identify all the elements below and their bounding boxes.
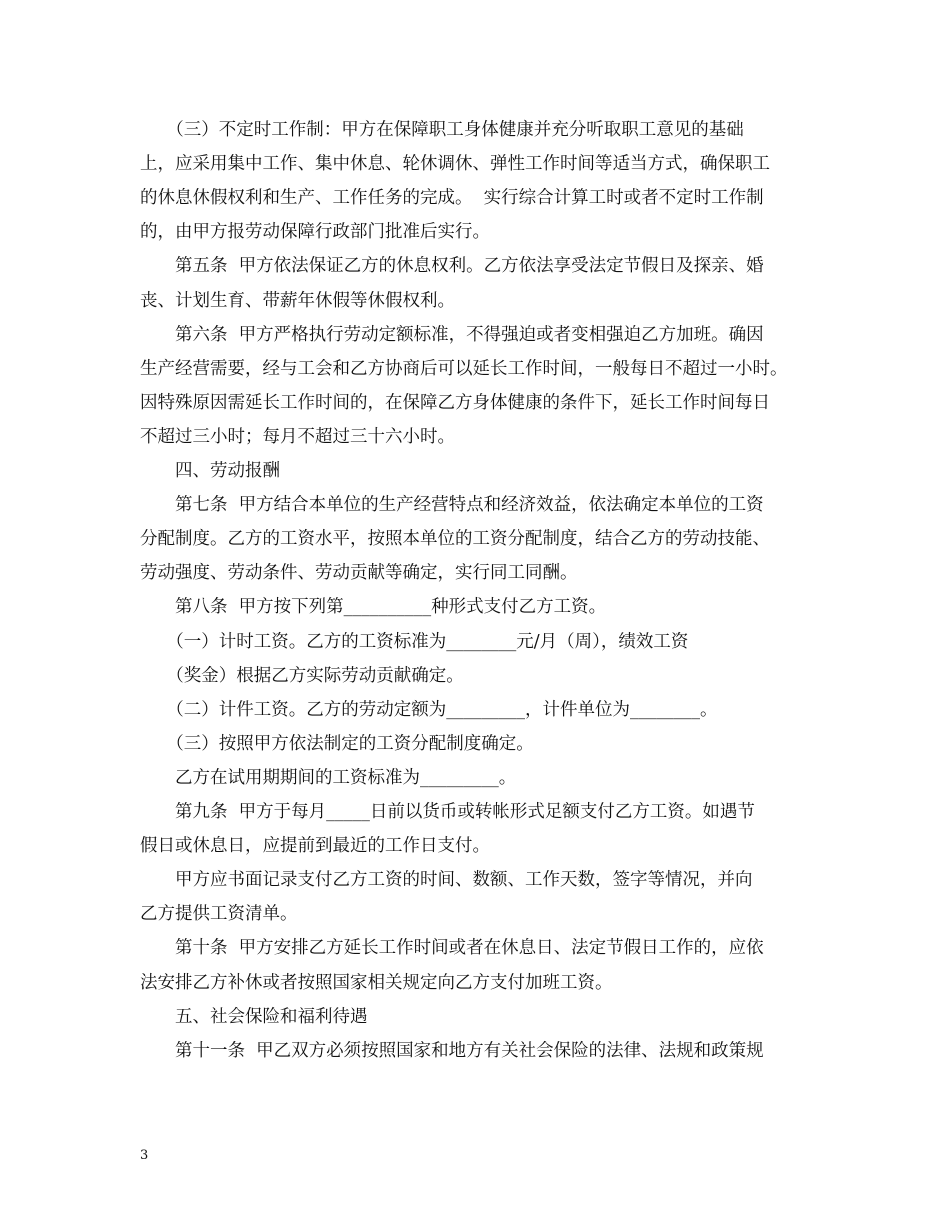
- text-line: 的休息休假权利和生产、工作任务的完成。 实行综合计算工时或者不定时工作制: [140, 188, 764, 209]
- text-line: 四、劳动报酬: [140, 461, 280, 481]
- text-line: 因特殊原因需延长工作时间的，在保障乙方身体健康的条件下，延长工作时间每日: [140, 392, 770, 413]
- text-line: （奖金）根据乙方实际劳动贡献确定。: [140, 665, 464, 686]
- text-line: 第八条 甲方按下列第__________种形式支付乙方工资。: [140, 597, 607, 618]
- text-line: 乙方提供工资清单。: [140, 904, 298, 925]
- text-line: 乙方在试用期期间的工资标准为_________。: [140, 767, 517, 788]
- text-line: （一）计时工资。乙方的工资标准为________元/月（周），绩效工资: [140, 631, 689, 652]
- text-line: 第七条 甲方结合本单位的生产经营特点和经济效益，依法确定本单位的工资: [140, 495, 764, 516]
- text-line: （二）计件工资。乙方的劳动定额为_________，计件单位为________。: [140, 699, 718, 720]
- page-number: 3: [140, 1148, 149, 1163]
- text-line: （三）不定时工作制：甲方在保障职工身体健康并充分听取职工意见的基础: [140, 120, 744, 140]
- text-line: 五、社会保险和福利待遇: [140, 1006, 368, 1027]
- text-line: 劳动强度、劳动条件、劳动贡献等确定，实行同工同酬。: [140, 563, 578, 584]
- text-line: 第十条 甲方安排乙方延长工作时间或者在休息日、法定节假日工作的，应依: [140, 938, 764, 959]
- text-line: 第十一条 甲乙双方必须按照国家和地方有关社会保险的法律、法规和政策规: [140, 1040, 764, 1061]
- text-line: 生产经营需要，经与工会和乙方协商后可以延长工作时间，一般每日不超过一小时。: [140, 358, 788, 379]
- text-line: 假日或休息日，应提前到最近的工作日支付。: [140, 836, 490, 857]
- text-line: 第六条 甲方严格执行劳动定额标准，不得强迫或者变相强迫乙方加班。确因: [140, 324, 764, 345]
- text-line: 丧、计划生育、带薪年休假等休假权利。: [140, 290, 455, 311]
- text-line: 甲方应书面记录支付乙方工资的时间、数额、工作天数，签字等情况，并向: [140, 870, 753, 891]
- text-line: 不超过三小时；每月不超过三十六小时。: [140, 426, 455, 447]
- text-line: 第九条 甲方于每月_____日前以货币或转帐形式足额支付乙方工资。如遇节: [140, 802, 755, 822]
- text-line: （三）按照甲方依法制定的工资分配制度确定。: [140, 733, 534, 754]
- text-line: 第五条 甲方依法保证乙方的休息权利。乙方依法享受法定节假日及探亲、婚: [140, 256, 764, 277]
- text-line: 的，由甲方报劳动保障行政部门批准后实行。: [140, 222, 490, 243]
- text-line: 分配制度。乙方的工资水平，按照本单位的工资分配制度，结合乙方的劳动技能、: [140, 529, 770, 550]
- text-line: 上，应采用集中工作、集中休息、轮休调休、弹性工作时间等适当方式，确保职工: [140, 154, 770, 175]
- text-line: 法安排乙方补休或者按照国家相关规定向乙方支付加班工资。: [140, 972, 613, 993]
